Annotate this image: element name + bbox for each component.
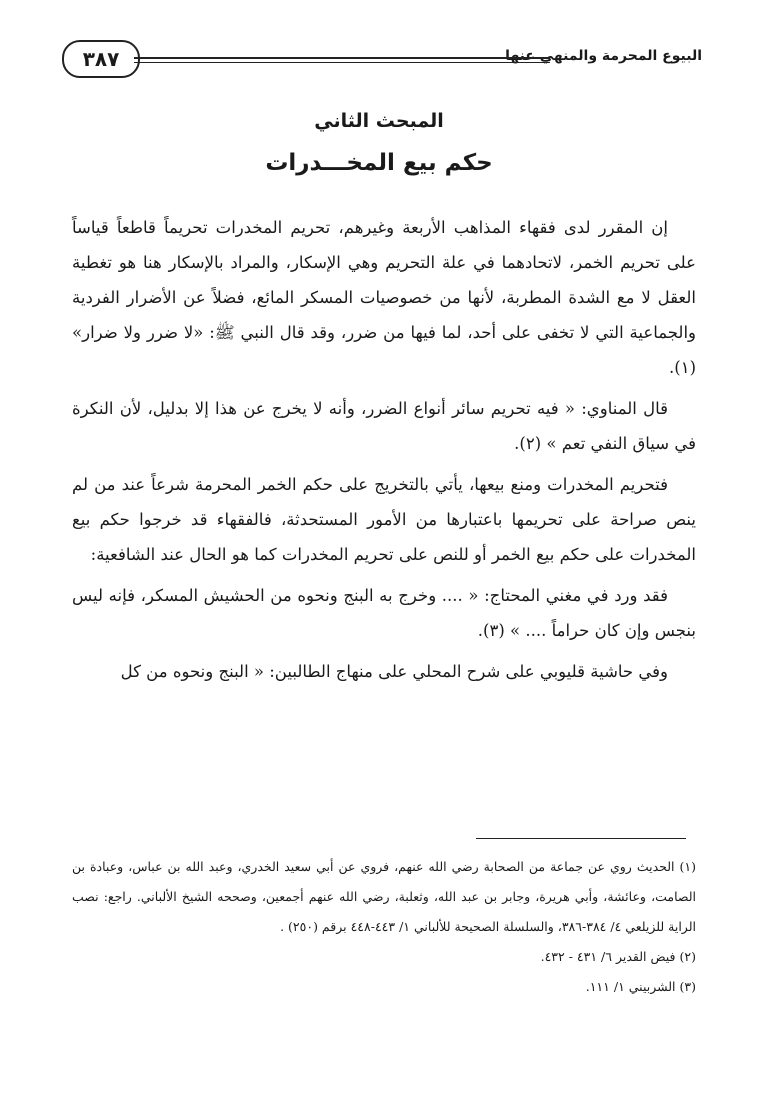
paragraph: فتحريم المخدرات ومنع بيعها، يأتي بالتخريج على حكم الخمر المحرمة شرعاً عند من لم ينص صراحة على تحريمها باعتبارها من الأمور المستحدثة، فالفقهاء قد خرجوا حكم بيع المخدرات على حكم بيع الخمر أو للنص على تحريم المخدرات كما هو الحال عند الشافعية: — [72, 475, 696, 564]
paragraph: وفي حاشية قليوبي على شرح المحلي على منهاج الطالبين: « البنج ونحوه من كل — [120, 662, 668, 681]
footnotes — [72, 852, 696, 1002]
paragraph: إن المقرر لدى فقهاء المذاهب الأربعة وغيرهم، تحريم المخدرات تحريماً قاطعاً قياساً على تحريم الخمر، لاتحادهما في علة التحريم وهي الإسكار، والمراد بالإسكار هنا هو تغطية العقل لا مع الشدة المطربة، لأنها من خصوصيات المسكر المائع، فضلاً عن الأضرار الفردية والجماعية التي لا تخفى على أحد، لما فيها من ضرر، وقد قال النبي ﷺ: «لا ضرر ولا ضرار» (١). — [72, 218, 696, 377]
chapter-title: حكم بيع المخـــدرات — [265, 150, 493, 176]
footnote: (١) الحديث روي عن جماعة من الصحابة رضي الله عنهم، فروي عن أبي سعيد الخدري، وعبد الله بن عباس، وعبادة بن الصامت، وعائشة، وأبي هريرة، وجابر بن عبد الله، وثعلبة، رضي الله عنهم أجمعين، وصححه الشيخ الألباني. راجع: نصب الراية للزيلعي ٤/ ٣٨٤-٣٨٦، والسلسلة الصحيحة للألباني ١/ ٤٤٣-٤٤٨ برقم (٢٥٠) . — [72, 859, 696, 934]
body-text — [72, 210, 696, 695]
paragraph: قال المناوي: « فيه تحريم سائر أنواع الضرر، وأنه لا يخرج عن هذا إلا بدليل، لأن النكرة في سياق النفي تعم » (٢). — [72, 399, 696, 453]
header-rule — [134, 57, 550, 63]
section-title: المبحث الثاني — [314, 110, 444, 132]
paragraph: فقد ورد في مغني المحتاج: « .... وخرج به البنج ونحوه من الحشيش المسكر، فإنه ليس بنجس وإن كان حراماً .... » (٣). — [72, 586, 696, 640]
footnote: (٣) الشربيني ١/ ١١١. — [585, 979, 696, 994]
page-number: ٣٨٧ — [62, 40, 140, 78]
footnote-separator — [476, 838, 686, 839]
footnote: (٢) فيض القدير ٦/ ٤٣١ - ٤٣٢. — [540, 949, 696, 964]
running-title: البيوع المحرمة والمنهي عنها — [505, 48, 702, 64]
page-header — [62, 38, 702, 82]
